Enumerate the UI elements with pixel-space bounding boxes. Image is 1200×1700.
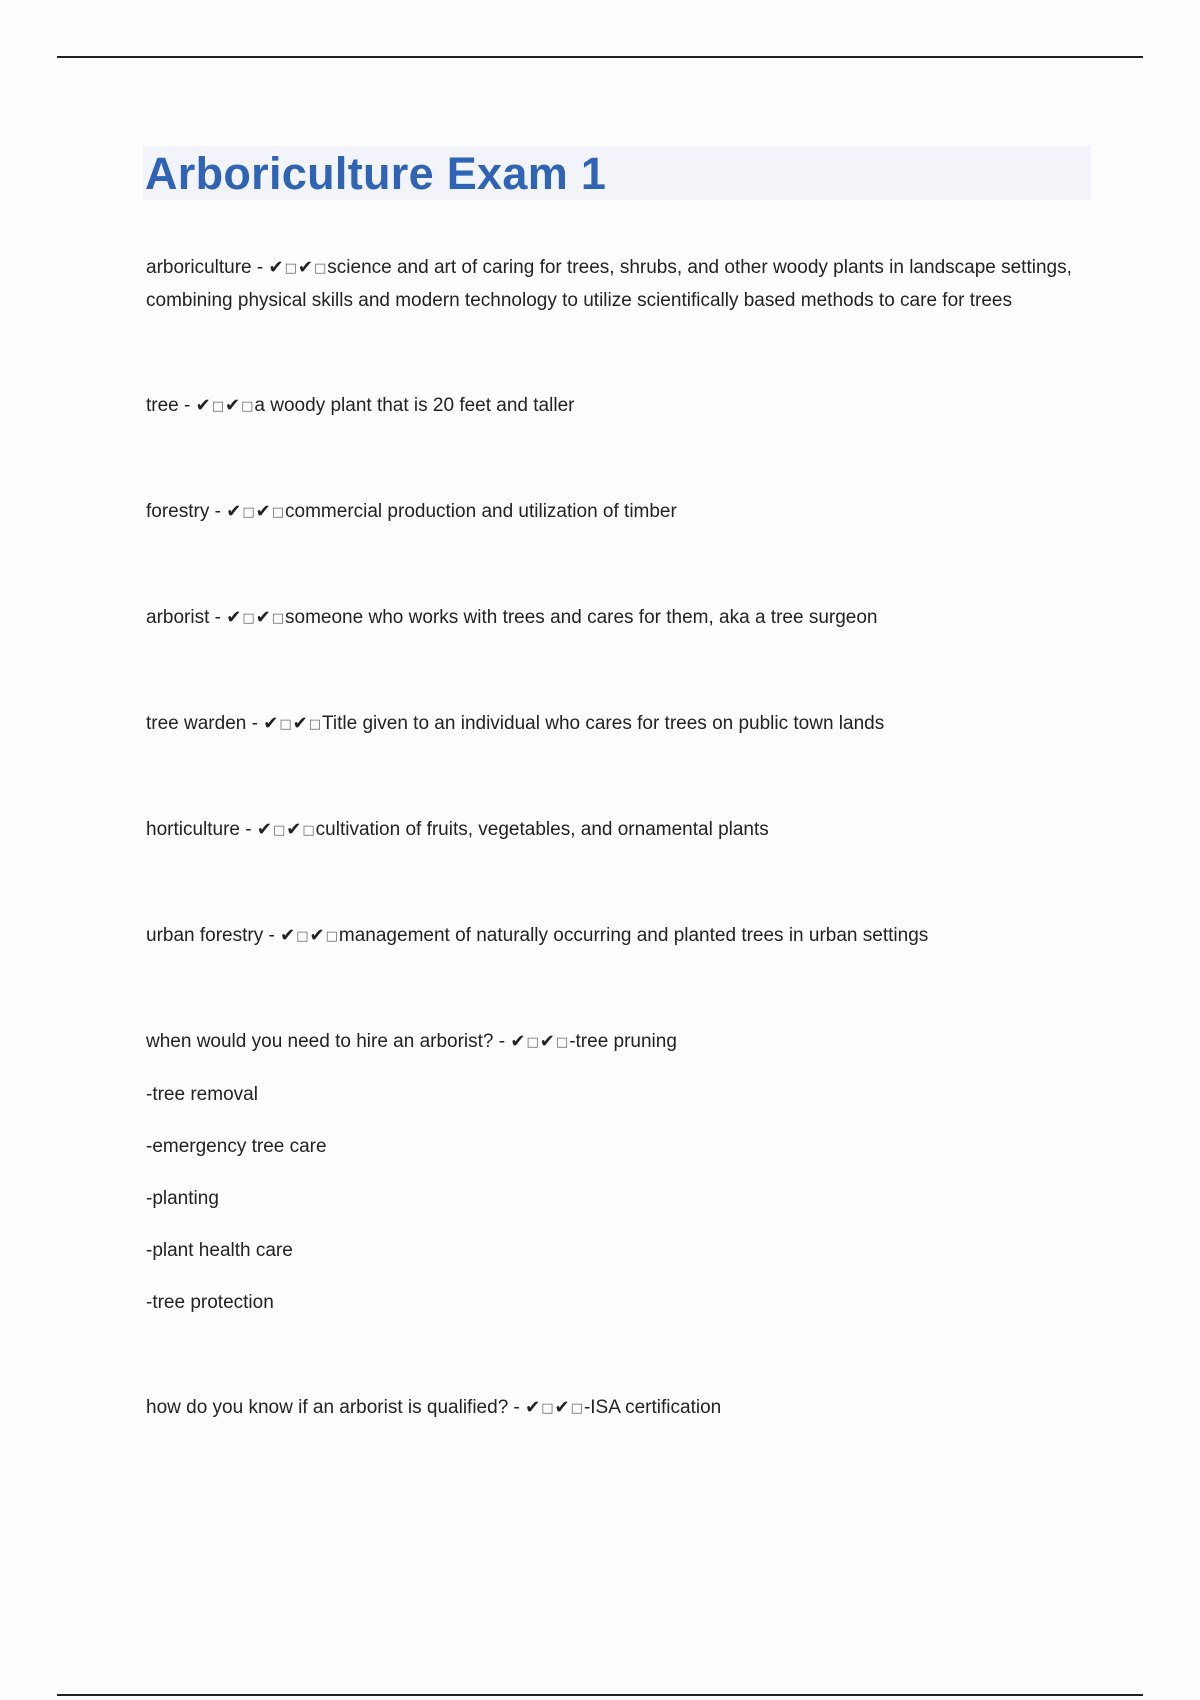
flashcard-term: how do you know if an arborist is qualified? - <box>146 1397 525 1418</box>
check-mark-icon: ✔ <box>309 925 325 946</box>
empty-box-icon: □ <box>526 1035 539 1050</box>
empty-box-icon: □ <box>308 717 322 732</box>
answer-separator <box>510 1031 569 1052</box>
check-mark-icon: ✔ <box>510 1031 526 1052</box>
empty-box-icon: □ <box>211 399 225 414</box>
flashcard-definition: someone who works with trees and cares for them, aka a tree surgeon <box>285 607 878 628</box>
empty-box-icon: □ <box>555 1035 569 1050</box>
top-rule <box>57 56 1143 58</box>
flashcard-term: tree warden - <box>146 713 263 734</box>
flashcard-line <box>146 1026 1086 1059</box>
empty-box-icon: □ <box>279 717 292 732</box>
empty-box-icon: □ <box>296 929 309 944</box>
check-mark-icon: ✔ <box>539 1031 555 1052</box>
definition-list-item: -plant health care <box>146 1240 293 1261</box>
flashcard-definition: Title given to an individual who cares for trees on public town lands <box>322 713 885 734</box>
document-title: Arboriculture Exam 1 <box>145 148 607 199</box>
definition-list-item: -planting <box>146 1188 219 1209</box>
check-mark-icon: ✔ <box>554 1397 570 1418</box>
check-mark-icon: ✔ <box>195 395 211 416</box>
flashcard-definition: management of naturally occurring and planted trees in urban settings <box>338 925 929 946</box>
flashcard-entry <box>146 390 1086 423</box>
check-mark-icon: ✔ <box>255 607 271 628</box>
check-mark-icon: ✔ <box>525 1397 541 1418</box>
check-mark-icon: ✔ <box>280 925 296 946</box>
flashcard-term: forestry - <box>146 501 226 522</box>
flashcard-term: arboriculture - <box>146 257 269 278</box>
answer-separator <box>226 607 285 628</box>
answer-separator <box>226 501 285 522</box>
flashcard-definition: a woody plant that is 20 feet and taller <box>254 395 575 416</box>
flashcard-line <box>146 814 1086 847</box>
flashcard-entry <box>146 1026 1086 1319</box>
flashcard-definition: -tree pruning <box>569 1031 677 1052</box>
check-mark-icon: ✔ <box>255 501 271 522</box>
flashcard-term: arborist - <box>146 607 226 628</box>
flashcard-entry <box>146 708 1086 741</box>
flashcard-entry <box>146 1392 1086 1425</box>
check-mark-icon: ✔ <box>297 257 313 278</box>
flashcard-line <box>146 390 1086 423</box>
empty-box-icon: □ <box>241 399 254 414</box>
empty-box-icon: □ <box>325 929 338 944</box>
empty-box-icon: □ <box>242 611 255 626</box>
empty-box-icon: □ <box>284 261 297 276</box>
answer-separator <box>269 257 328 278</box>
definition-list-item: -emergency tree care <box>146 1136 327 1157</box>
answer-separator <box>263 713 322 734</box>
flashcard-entry <box>146 920 1086 953</box>
bottom-rule <box>57 1694 1143 1696</box>
definition-list-item: -tree protection <box>146 1292 274 1313</box>
empty-box-icon: □ <box>302 823 315 838</box>
flashcard-list <box>146 252 1086 1498</box>
empty-box-icon: □ <box>242 505 255 520</box>
flashcard-line <box>146 920 1086 953</box>
flashcard-entry <box>146 814 1086 847</box>
answer-separator <box>280 925 339 946</box>
flashcard-line <box>146 708 1086 741</box>
empty-box-icon: □ <box>313 261 327 276</box>
empty-box-icon: □ <box>570 1401 583 1416</box>
answer-separator <box>257 819 316 840</box>
check-mark-icon: ✔ <box>256 819 272 840</box>
flashcard-definition: cultivation of fruits, vegetables, and ornamental plants <box>315 819 769 840</box>
check-mark-icon: ✔ <box>263 713 279 734</box>
answer-separator <box>525 1397 584 1418</box>
flashcard-line <box>146 1392 1086 1425</box>
check-mark-icon: ✔ <box>225 395 241 416</box>
flashcard-term: horticulture - <box>146 819 257 840</box>
check-mark-icon: ✔ <box>226 501 242 522</box>
flashcard-definition: science and art of caring for trees, shrubs, and other woody plants in landscape settings, combining physical skills and modern technology to utilize scientifically based methods to care for trees <box>146 257 1072 311</box>
empty-box-icon: □ <box>271 505 285 520</box>
flashcard-line <box>146 252 1086 317</box>
empty-box-icon: □ <box>541 1401 554 1416</box>
flashcard-entry <box>146 252 1086 317</box>
flashcard-line <box>146 602 1086 635</box>
check-mark-icon: ✔ <box>226 607 242 628</box>
flashcard-entry <box>146 496 1086 529</box>
flashcard-term: when would you need to hire an arborist? - <box>146 1031 510 1052</box>
check-mark-icon: ✔ <box>292 713 308 734</box>
empty-box-icon: □ <box>272 823 286 838</box>
flashcard-entry <box>146 602 1086 635</box>
flashcard-definition: -ISA certification <box>583 1397 722 1418</box>
definition-list-item: -tree removal <box>146 1084 258 1105</box>
check-mark-icon: ✔ <box>286 819 302 840</box>
flashcard-definition: commercial production and utilization of timber <box>285 501 677 522</box>
flashcard-line <box>146 496 1086 529</box>
check-mark-icon: ✔ <box>268 257 284 278</box>
empty-box-icon: □ <box>271 611 285 626</box>
flashcard-term: tree - <box>146 395 196 416</box>
flashcard-term: urban forestry - <box>146 925 280 946</box>
answer-separator <box>196 395 255 416</box>
